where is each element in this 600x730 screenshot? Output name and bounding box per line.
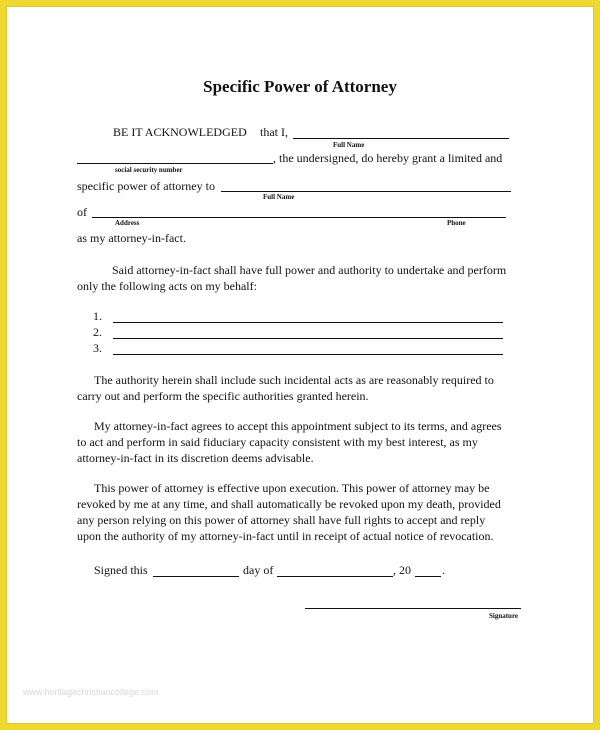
p1-line1: Said attorney-in-fact shall have full power and authority to undertake and perform — [112, 263, 507, 277]
p4-line4: upon the authority of my attorney-in-fact until in receipt of actual notice of revocation. — [77, 529, 494, 543]
address-label: Address — [115, 219, 140, 227]
day-line — [153, 576, 239, 577]
grant-text: , the undersigned, do hereby grant a limited and — [273, 151, 503, 165]
p3-line2: to act and perform in said fiduciary capacity consistent with my best interest, as my — [77, 435, 478, 449]
specific-text: specific power of attorney to — [77, 179, 215, 193]
phone-label: Phone — [447, 219, 466, 227]
p1-line2: only the following acts on my behalf: — [77, 279, 257, 293]
full-name-label-2: Full Name — [263, 193, 295, 201]
full-name-line-2 — [221, 191, 511, 192]
ssn-line — [77, 163, 273, 164]
attorney-in-fact-text: as my attorney-in-fact. — [77, 231, 186, 245]
ssn-label: social security number — [115, 166, 183, 174]
full-name-label-1: Full Name — [333, 141, 365, 149]
year-line — [415, 576, 441, 577]
p4-line1: This power of attorney is effective upon execution. This power of attorney may be — [94, 481, 490, 495]
month-line — [277, 576, 393, 577]
act-number-2: 2. — [93, 325, 102, 339]
act-number-3: 3. — [93, 341, 102, 355]
document-title: Specific Power of Attorney — [203, 77, 397, 96]
p3-line3: attorney-in-fact in its discretion deems advisable. — [77, 451, 314, 465]
period-text: . — [442, 563, 445, 577]
p2-line1: The authority herein shall include such incidental acts as are reasonably required to — [94, 373, 494, 387]
address-line — [92, 217, 506, 218]
of-text: of — [77, 205, 87, 219]
p4-line2: revoked by me at any time, and shall automatically be revoked upon my death, provided — [77, 497, 501, 511]
document-page — [6, 6, 594, 724]
p3-line1: My attorney-in-fact agrees to accept this appointment subject to its terms, and agrees — [94, 419, 502, 433]
p4-line3: any person relying on this power of attorney shall have full rights to accept and reply — [77, 513, 486, 527]
act-number-1: 1. — [93, 309, 102, 323]
that-i-text: that I, — [260, 125, 288, 139]
p2-line2: carry out and perform the specific authorities granted herein. — [77, 389, 369, 403]
full-name-line-1 — [293, 138, 509, 139]
day-of-text: day of — [243, 563, 274, 577]
be-it-acknowledged: BE IT ACKNOWLEDGED — [113, 125, 247, 139]
year-prefix-text: , 20 — [393, 563, 411, 577]
signed-this-text: Signed this — [94, 563, 148, 577]
act-line-2 — [113, 338, 503, 339]
watermark-text: www.heritagechristiancollege.com — [23, 687, 159, 697]
act-line-1 — [113, 322, 503, 323]
act-line-3 — [113, 354, 503, 355]
signature-line — [305, 608, 521, 609]
signature-label: Signature — [489, 612, 519, 620]
